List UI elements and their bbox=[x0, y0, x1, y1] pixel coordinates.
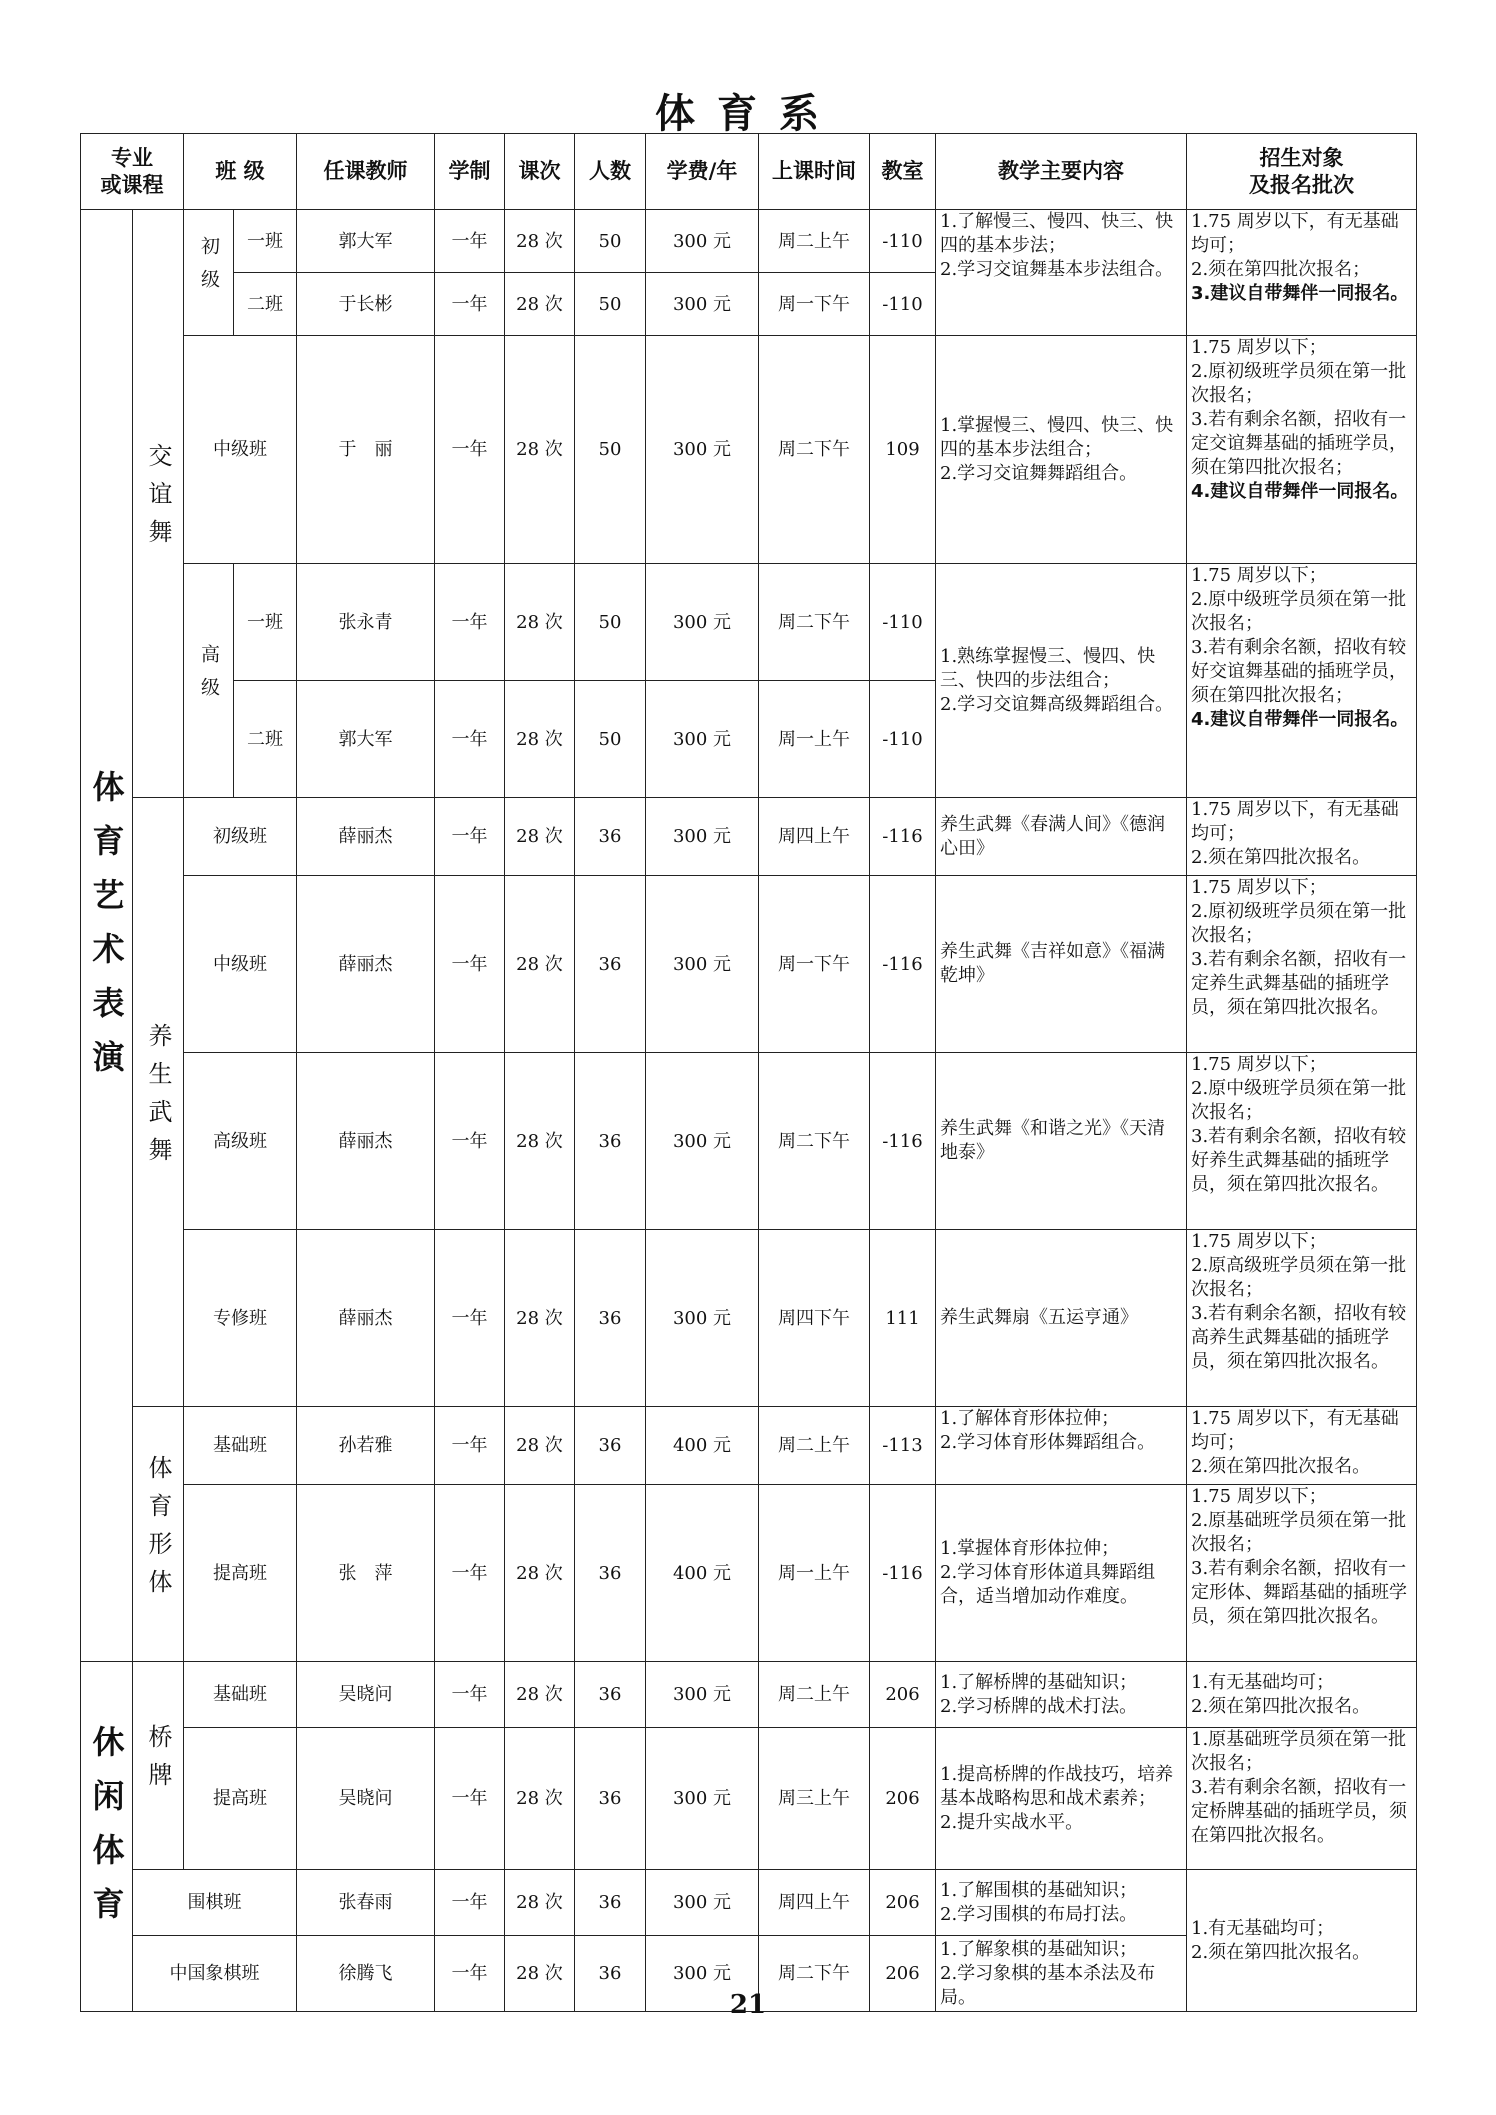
table-row bbox=[81, 1053, 1417, 1230]
count: 50 bbox=[575, 336, 646, 564]
target-wushu-junior: 1.75 周岁以下，有无基础均可； 2.须在第四批次报名。 bbox=[1187, 798, 1417, 876]
target-ballroom-senior: 1.75 周岁以下； 2.原中级班学员须在第一批次报名； 3.若有剩余名额，招收有较好交谊舞基础的插班学员，须在第四批次报名； 4.建议自带舞伴一同报名。 bbox=[1187, 564, 1417, 798]
table-row bbox=[81, 210, 1417, 273]
target-ballroom-mid: 1.75 周岁以下； 2.原初级班学员须在第一批次报名； 3.若有剩余名额，招收有一定交谊舞基础的插班学员，须在第四批次报名； 4.建议自带舞伴一同报名。 bbox=[1187, 336, 1417, 564]
sub-ballroom-dance: 交谊舞 bbox=[133, 210, 184, 798]
count: 36 bbox=[575, 1407, 646, 1485]
count: 36 bbox=[575, 876, 646, 1053]
class-name: 围棋班 bbox=[133, 1870, 297, 1936]
fee: 300 元 bbox=[646, 681, 759, 798]
count: 36 bbox=[575, 1485, 646, 1662]
fee: 300 元 bbox=[646, 1728, 759, 1870]
teacher: 薛丽杰 bbox=[297, 1230, 435, 1407]
header-count: 人数 bbox=[575, 134, 646, 210]
sessions: 28 次 bbox=[505, 1230, 575, 1407]
count: 36 bbox=[575, 1053, 646, 1230]
time: 周三上午 bbox=[759, 1728, 870, 1870]
content-body-advanced: 1.掌握体育形体拉伸； 2.学习体育形体道具舞蹈组合，适当增加动作难度。 bbox=[936, 1485, 1187, 1662]
room: 111 bbox=[870, 1230, 936, 1407]
content-xiangqi: 1.了解象棋的基础知识； 2.学习象棋的基本杀法及布局。 bbox=[936, 1936, 1187, 2012]
class-name: 中级班 bbox=[184, 876, 297, 1053]
sessions: 28 次 bbox=[505, 1485, 575, 1662]
fee: 300 元 bbox=[646, 1053, 759, 1230]
content-bridge-basic: 1.了解桥牌的基础知识； 2.学习桥牌的战术打法。 bbox=[936, 1662, 1187, 1728]
time: 周二上午 bbox=[759, 1662, 870, 1728]
target-bridge-basic: 1.有无基础均可； 2.须在第四批次报名。 bbox=[1187, 1662, 1417, 1728]
fee: 400 元 bbox=[646, 1407, 759, 1485]
class-name: 中国象棋班 bbox=[133, 1936, 297, 2012]
duration: 一年 bbox=[435, 1870, 505, 1936]
content-ballroom-mid: 1.掌握慢三、慢四、快三、快四的基本步法组合； 2.学习交谊舞舞蹈组合。 bbox=[936, 336, 1187, 564]
teacher: 张春雨 bbox=[297, 1870, 435, 1936]
time: 周二上午 bbox=[759, 210, 870, 273]
class-name: 提高班 bbox=[184, 1485, 297, 1662]
room: 206 bbox=[870, 1662, 936, 1728]
room: 206 bbox=[870, 1870, 936, 1936]
group-art-performance: 体育艺术表演 bbox=[81, 210, 133, 1662]
duration: 一年 bbox=[435, 336, 505, 564]
time: 周一下午 bbox=[759, 273, 870, 336]
room: -110 bbox=[870, 681, 936, 798]
content-wushu-senior: 养生武舞《和谐之光》《天清地泰》 bbox=[936, 1053, 1187, 1230]
room: -110 bbox=[870, 564, 936, 681]
level-senior: 高级 bbox=[184, 564, 234, 798]
fee: 400 元 bbox=[646, 1485, 759, 1662]
fee: 300 元 bbox=[646, 336, 759, 564]
count: 50 bbox=[575, 273, 646, 336]
header-time: 上课时间 bbox=[759, 134, 870, 210]
sessions: 28 次 bbox=[505, 210, 575, 273]
time: 周一上午 bbox=[759, 681, 870, 798]
sessions: 28 次 bbox=[505, 564, 575, 681]
sessions: 28 次 bbox=[505, 1728, 575, 1870]
target-wushu-special: 1.75 周岁以下； 2.原高级班学员须在第一批次报名； 3.若有剩余名额，招收有较高养生武舞基础的插班学员，须在第四批次报名。 bbox=[1187, 1230, 1417, 1407]
duration: 一年 bbox=[435, 1230, 505, 1407]
duration: 一年 bbox=[435, 1936, 505, 2012]
teacher: 薛丽杰 bbox=[297, 1053, 435, 1230]
teacher: 孙若雅 bbox=[297, 1407, 435, 1485]
sessions: 28 次 bbox=[505, 1870, 575, 1936]
time: 周二下午 bbox=[759, 1936, 870, 2012]
sub-bridge: 桥牌 bbox=[133, 1662, 184, 1870]
header-teacher: 任课教师 bbox=[297, 134, 435, 210]
room: -113 bbox=[870, 1407, 936, 1485]
table-row bbox=[81, 798, 1417, 876]
teacher: 吴晓问 bbox=[297, 1728, 435, 1870]
class-name: 一班 bbox=[234, 210, 297, 273]
class-name: 高级班 bbox=[184, 1053, 297, 1230]
content-body-basic: 1.了解体育形体拉伸； 2.学习体育形体舞蹈组合。 bbox=[936, 1407, 1187, 1485]
room: -110 bbox=[870, 210, 936, 273]
duration: 一年 bbox=[435, 798, 505, 876]
header-major: 专业 或课程 bbox=[81, 134, 184, 210]
room: -116 bbox=[870, 1485, 936, 1662]
header-class: 班 级 bbox=[184, 134, 297, 210]
class-name: 一班 bbox=[234, 564, 297, 681]
sessions: 28 次 bbox=[505, 1053, 575, 1230]
fee: 300 元 bbox=[646, 1936, 759, 2012]
fee: 300 元 bbox=[646, 1662, 759, 1728]
table-row bbox=[81, 336, 1417, 564]
class-name: 专修班 bbox=[184, 1230, 297, 1407]
count: 36 bbox=[575, 1230, 646, 1407]
target-body-advanced: 1.75 周岁以下； 2.原基础班学员须在第一批次报名； 3.若有剩余名额，招收有一定形体、舞蹈基础的插班学员，须在第四批次报名。 bbox=[1187, 1485, 1417, 1662]
room: -116 bbox=[870, 798, 936, 876]
duration: 一年 bbox=[435, 876, 505, 1053]
teacher: 薛丽杰 bbox=[297, 798, 435, 876]
page-number: 21 bbox=[729, 1990, 767, 2020]
sub-wushu-dance: 养生武舞 bbox=[133, 798, 184, 1407]
target-body-basic: 1.75 周岁以下，有无基础均可； 2.须在第四批次报名。 bbox=[1187, 1407, 1417, 1485]
room: -110 bbox=[870, 273, 936, 336]
teacher: 郭大军 bbox=[297, 681, 435, 798]
table-row bbox=[81, 564, 1417, 681]
sessions: 28 次 bbox=[505, 1407, 575, 1485]
teacher: 郭大军 bbox=[297, 210, 435, 273]
sessions: 28 次 bbox=[505, 1662, 575, 1728]
teacher: 徐腾飞 bbox=[297, 1936, 435, 2012]
header-sessions: 课次 bbox=[505, 134, 575, 210]
time: 周四下午 bbox=[759, 1230, 870, 1407]
teacher: 薛丽杰 bbox=[297, 876, 435, 1053]
sessions: 28 次 bbox=[505, 273, 575, 336]
fee: 300 元 bbox=[646, 564, 759, 681]
room: -116 bbox=[870, 876, 936, 1053]
sub-body-shaping: 体育形体 bbox=[133, 1407, 184, 1662]
time: 周一下午 bbox=[759, 876, 870, 1053]
class-name: 提高班 bbox=[184, 1728, 297, 1870]
teacher: 于长彬 bbox=[297, 273, 435, 336]
header-room: 教室 bbox=[870, 134, 936, 210]
room: 206 bbox=[870, 1936, 936, 2012]
count: 50 bbox=[575, 681, 646, 798]
group-leisure-sports: 休闲体育 bbox=[81, 1662, 133, 2012]
class-name: 中级班 bbox=[184, 336, 297, 564]
content-go: 1.了解围棋的基础知识； 2.学习围棋的布局打法。 bbox=[936, 1870, 1187, 1936]
class-name: 基础班 bbox=[184, 1407, 297, 1485]
time: 周四上午 bbox=[759, 798, 870, 876]
header-target: 招生对象 及报名批次 bbox=[1187, 134, 1417, 210]
room: -116 bbox=[870, 1053, 936, 1230]
header-fee: 学费/年 bbox=[646, 134, 759, 210]
content-wushu-special: 养生武舞扇《五运亨通》 bbox=[936, 1230, 1187, 1407]
teacher: 吴晓问 bbox=[297, 1662, 435, 1728]
sessions: 28 次 bbox=[505, 681, 575, 798]
header-duration: 学制 bbox=[435, 134, 505, 210]
count: 36 bbox=[575, 1662, 646, 1728]
room: 109 bbox=[870, 336, 936, 564]
time: 周一上午 bbox=[759, 1485, 870, 1662]
content-ballroom-senior: 1.熟练掌握慢三、慢四、快三、快四的步法组合； 2.学习交谊舞高级舞蹈组合。 bbox=[936, 564, 1187, 798]
duration: 一年 bbox=[435, 1728, 505, 1870]
count: 50 bbox=[575, 210, 646, 273]
target-wushu-mid: 1.75 周岁以下； 2.原初级班学员须在第一批次报名； 3.若有剩余名额，招收有一定养生武舞基础的插班学员，须在第四批次报名。 bbox=[1187, 876, 1417, 1053]
table-row bbox=[81, 1662, 1417, 1728]
target-bridge-advanced: 1.原基础班学员须在第一批次报名； 3.若有剩余名额，招收有一定桥牌基础的插班学员，须在第四批次报名。 bbox=[1187, 1728, 1417, 1870]
level-junior: 初级 bbox=[184, 210, 234, 336]
table-header-row bbox=[81, 134, 1417, 210]
class-name: 二班 bbox=[234, 273, 297, 336]
table-row bbox=[81, 876, 1417, 1053]
duration: 一年 bbox=[435, 1662, 505, 1728]
page-title: 体育系 bbox=[655, 91, 841, 137]
fee: 300 元 bbox=[646, 1870, 759, 1936]
fee: 300 元 bbox=[646, 273, 759, 336]
time: 周二下午 bbox=[759, 1053, 870, 1230]
class-name: 初级班 bbox=[184, 798, 297, 876]
content-wushu-mid: 养生武舞《吉祥如意》《福满乾坤》 bbox=[936, 876, 1187, 1053]
fee: 300 元 bbox=[646, 210, 759, 273]
count: 36 bbox=[575, 1728, 646, 1870]
target-chess: 1.有无基础均可； 2.须在第四批次报名。 bbox=[1187, 1870, 1417, 2012]
content-wushu-junior: 养生武舞《春满人间》《德润心田》 bbox=[936, 798, 1187, 876]
table-row bbox=[81, 1407, 1417, 1485]
teacher: 张 萍 bbox=[297, 1485, 435, 1662]
target-ballroom-junior: 1.75 周岁以下，有无基础均可； 2.须在第四批次报名； 3.建议自带舞伴一同报名。 bbox=[1187, 210, 1417, 336]
time: 周二上午 bbox=[759, 1407, 870, 1485]
duration: 一年 bbox=[435, 1485, 505, 1662]
content-bridge-advanced: 1.提高桥牌的作战技巧，培养基本战略构思和战术素养； 2.提升实战水平。 bbox=[936, 1728, 1187, 1870]
table-row bbox=[81, 1870, 1417, 1936]
count: 36 bbox=[575, 1936, 646, 2012]
class-name: 基础班 bbox=[184, 1662, 297, 1728]
fee: 300 元 bbox=[646, 876, 759, 1053]
fee: 300 元 bbox=[646, 798, 759, 876]
duration: 一年 bbox=[435, 681, 505, 798]
time: 周四上午 bbox=[759, 1870, 870, 1936]
header-content: 教学主要内容 bbox=[936, 134, 1187, 210]
target-wushu-senior: 1.75 周岁以下； 2.原中级班学员须在第一批次报名； 3.若有剩余名额，招收有较好养生武舞基础的插班学员，须在第四批次报名。 bbox=[1187, 1053, 1417, 1230]
duration: 一年 bbox=[435, 1407, 505, 1485]
time: 周二下午 bbox=[759, 336, 870, 564]
duration: 一年 bbox=[435, 564, 505, 681]
room: 206 bbox=[870, 1728, 936, 1870]
time: 周二下午 bbox=[759, 564, 870, 681]
sessions: 28 次 bbox=[505, 336, 575, 564]
course-schedule-table bbox=[80, 133, 1417, 2012]
table-row bbox=[81, 1728, 1417, 1870]
sessions: 28 次 bbox=[505, 876, 575, 1053]
table-row bbox=[81, 1230, 1417, 1407]
count: 36 bbox=[575, 1870, 646, 1936]
duration: 一年 bbox=[435, 210, 505, 273]
class-name: 二班 bbox=[234, 681, 297, 798]
teacher: 于 丽 bbox=[297, 336, 435, 564]
table-row bbox=[81, 1485, 1417, 1662]
content-ballroom-junior: 1.了解慢三、慢四、快三、快四的基本步法； 2.学习交谊舞基本步法组合。 bbox=[936, 210, 1187, 336]
duration: 一年 bbox=[435, 273, 505, 336]
sessions: 28 次 bbox=[505, 1936, 575, 2012]
sessions: 28 次 bbox=[505, 798, 575, 876]
duration: 一年 bbox=[435, 1053, 505, 1230]
fee: 300 元 bbox=[646, 1230, 759, 1407]
teacher: 张永青 bbox=[297, 564, 435, 681]
count: 50 bbox=[575, 564, 646, 681]
count: 36 bbox=[575, 798, 646, 876]
